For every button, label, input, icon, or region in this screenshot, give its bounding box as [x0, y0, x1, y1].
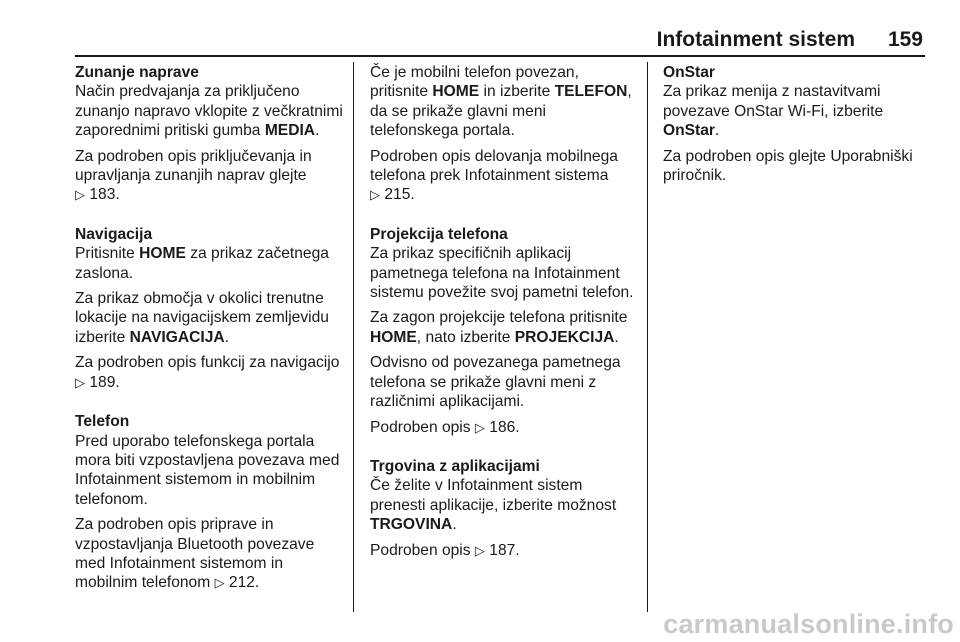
text: Za podroben opis priključevanja in upravljanja zunanjih naprav glejte [75, 147, 312, 185]
page-reference-link[interactable]: 187. [489, 541, 520, 559]
page-reference-link[interactable]: 215. [384, 186, 415, 204]
arrow-triangle-icon: ▷ [75, 375, 85, 391]
paragraph [370, 476, 638, 534]
column-divider-2 [647, 62, 648, 612]
arrow-triangle-icon: ▷ [474, 420, 485, 436]
column-divider-1 [353, 62, 354, 612]
text: . [315, 122, 320, 140]
key-label-projekcija: PROJEKCIJA [514, 328, 615, 346]
key-label-navigacija: NAVIGACIJA [129, 328, 225, 346]
text: Podroben opis [370, 418, 471, 436]
text: . [452, 516, 457, 534]
text: Podroben opis delovanja mobilnega telefona prek Infotainment sistema [370, 147, 618, 185]
arrow-triangle-icon: ▷ [214, 576, 225, 592]
page-header [75, 26, 925, 56]
text: , da se prikaže glavni meni telefonskega portala. [370, 83, 632, 140]
arrow-triangle-icon: ▷ [474, 543, 485, 559]
header-divider [75, 55, 925, 57]
text: Način predvajanja za priključeno zunanjo napravo vklopite z večkratnimi zaporednimi pritiski gumba [75, 83, 343, 140]
text: Pritisnite [75, 245, 140, 263]
header-title: Infotainment sistem [656, 28, 855, 51]
paragraph [75, 244, 347, 283]
text: Za podroben opis priprave in vzpostavljanja Bluetooth povezave med Infotainment sistemom in mobilnim telefonom [75, 516, 315, 592]
text: Za podroben opis funkcij za navigacijo [75, 354, 340, 372]
paragraph [370, 541, 638, 561]
paragraph: Za prikaz specifičnih aplikacij pametnega telefona na Infotainment sistemu povežite svoj pametni telefon. [370, 245, 634, 302]
text: Če je mobilni telefon povezan, pritisnite [370, 64, 579, 101]
page-reference-link[interactable]: 183. [89, 186, 120, 204]
page-reference-link[interactable]: 212. [228, 574, 260, 592]
key-label-onstar: OnStar [663, 122, 715, 140]
text: , nato izberite [416, 328, 515, 346]
column-2 [370, 63, 638, 567]
text: . [715, 122, 720, 140]
key-label-home: HOME [432, 83, 480, 101]
paragraph: Pred uporabo telefonskega portala mora biti vzpostavljena povezava med Infotainment sistemom in mobilnim telefonom. [75, 432, 340, 508]
section-heading-projekcija-telefona: Projekcija telefona [370, 225, 508, 243]
text: Če želite v Infotainment sistem prenesti aplikacije, izberite možnost [370, 477, 617, 514]
text: . [224, 328, 229, 346]
section-heading-onstar: OnStar [663, 64, 715, 81]
text: in izberite [479, 83, 555, 101]
text: Podroben opis [370, 541, 471, 559]
paragraph [75, 515, 347, 594]
text: za prikaz začetnega zaslona. [75, 245, 329, 282]
column-1 [75, 63, 347, 600]
page-reference-link[interactable]: 189. [89, 373, 120, 391]
section-heading-telefon: Telefon [75, 413, 130, 431]
key-label-trgovina: TRGOVINA [370, 516, 453, 534]
watermark: carmanualsonline.info [663, 609, 954, 639]
key-label-media: MEDIA [264, 122, 316, 140]
key-label-home: HOME [139, 245, 186, 263]
text: Za zagon projekcije telefona pritisnite [370, 309, 628, 327]
paragraph [75, 353, 347, 393]
page-reference-link[interactable]: 186. [489, 418, 520, 436]
paragraph [370, 147, 638, 206]
page-number: 159 [887, 28, 923, 51]
arrow-triangle-icon: ▷ [75, 188, 85, 204]
paragraph: Za podroben opis glejte Uporabniški priročnik. [663, 147, 913, 185]
text: . [614, 328, 619, 346]
paragraph [75, 147, 347, 206]
column-3 [663, 63, 925, 191]
paragraph [663, 82, 925, 140]
paragraph [75, 82, 347, 140]
section-heading-zunanje-naprave: Zunanje naprave [75, 64, 199, 81]
text: Za prikaz menija z nastavitvami povezave OnStar Wi-Fi, izberite [663, 83, 884, 120]
section-heading-navigacija: Navigacija [75, 225, 153, 243]
key-label-telefon: TELEFON [554, 83, 628, 101]
key-label-home: HOME [370, 328, 417, 346]
paragraph [370, 63, 638, 141]
text: Za prikaz območja v okolici trenutne lokacije na navigacijskem zemljevidu izberite [75, 290, 329, 346]
paragraph [370, 418, 638, 438]
section-heading-trgovina: Trgovina z aplikacijami [370, 457, 540, 475]
paragraph [75, 289, 347, 347]
arrow-triangle-icon: ▷ [370, 188, 380, 204]
paragraph [370, 308, 638, 347]
paragraph: Odvisno od povezanega pametnega telefona se prikaže glavni meni z različnimi aplikacijami. [370, 354, 621, 411]
